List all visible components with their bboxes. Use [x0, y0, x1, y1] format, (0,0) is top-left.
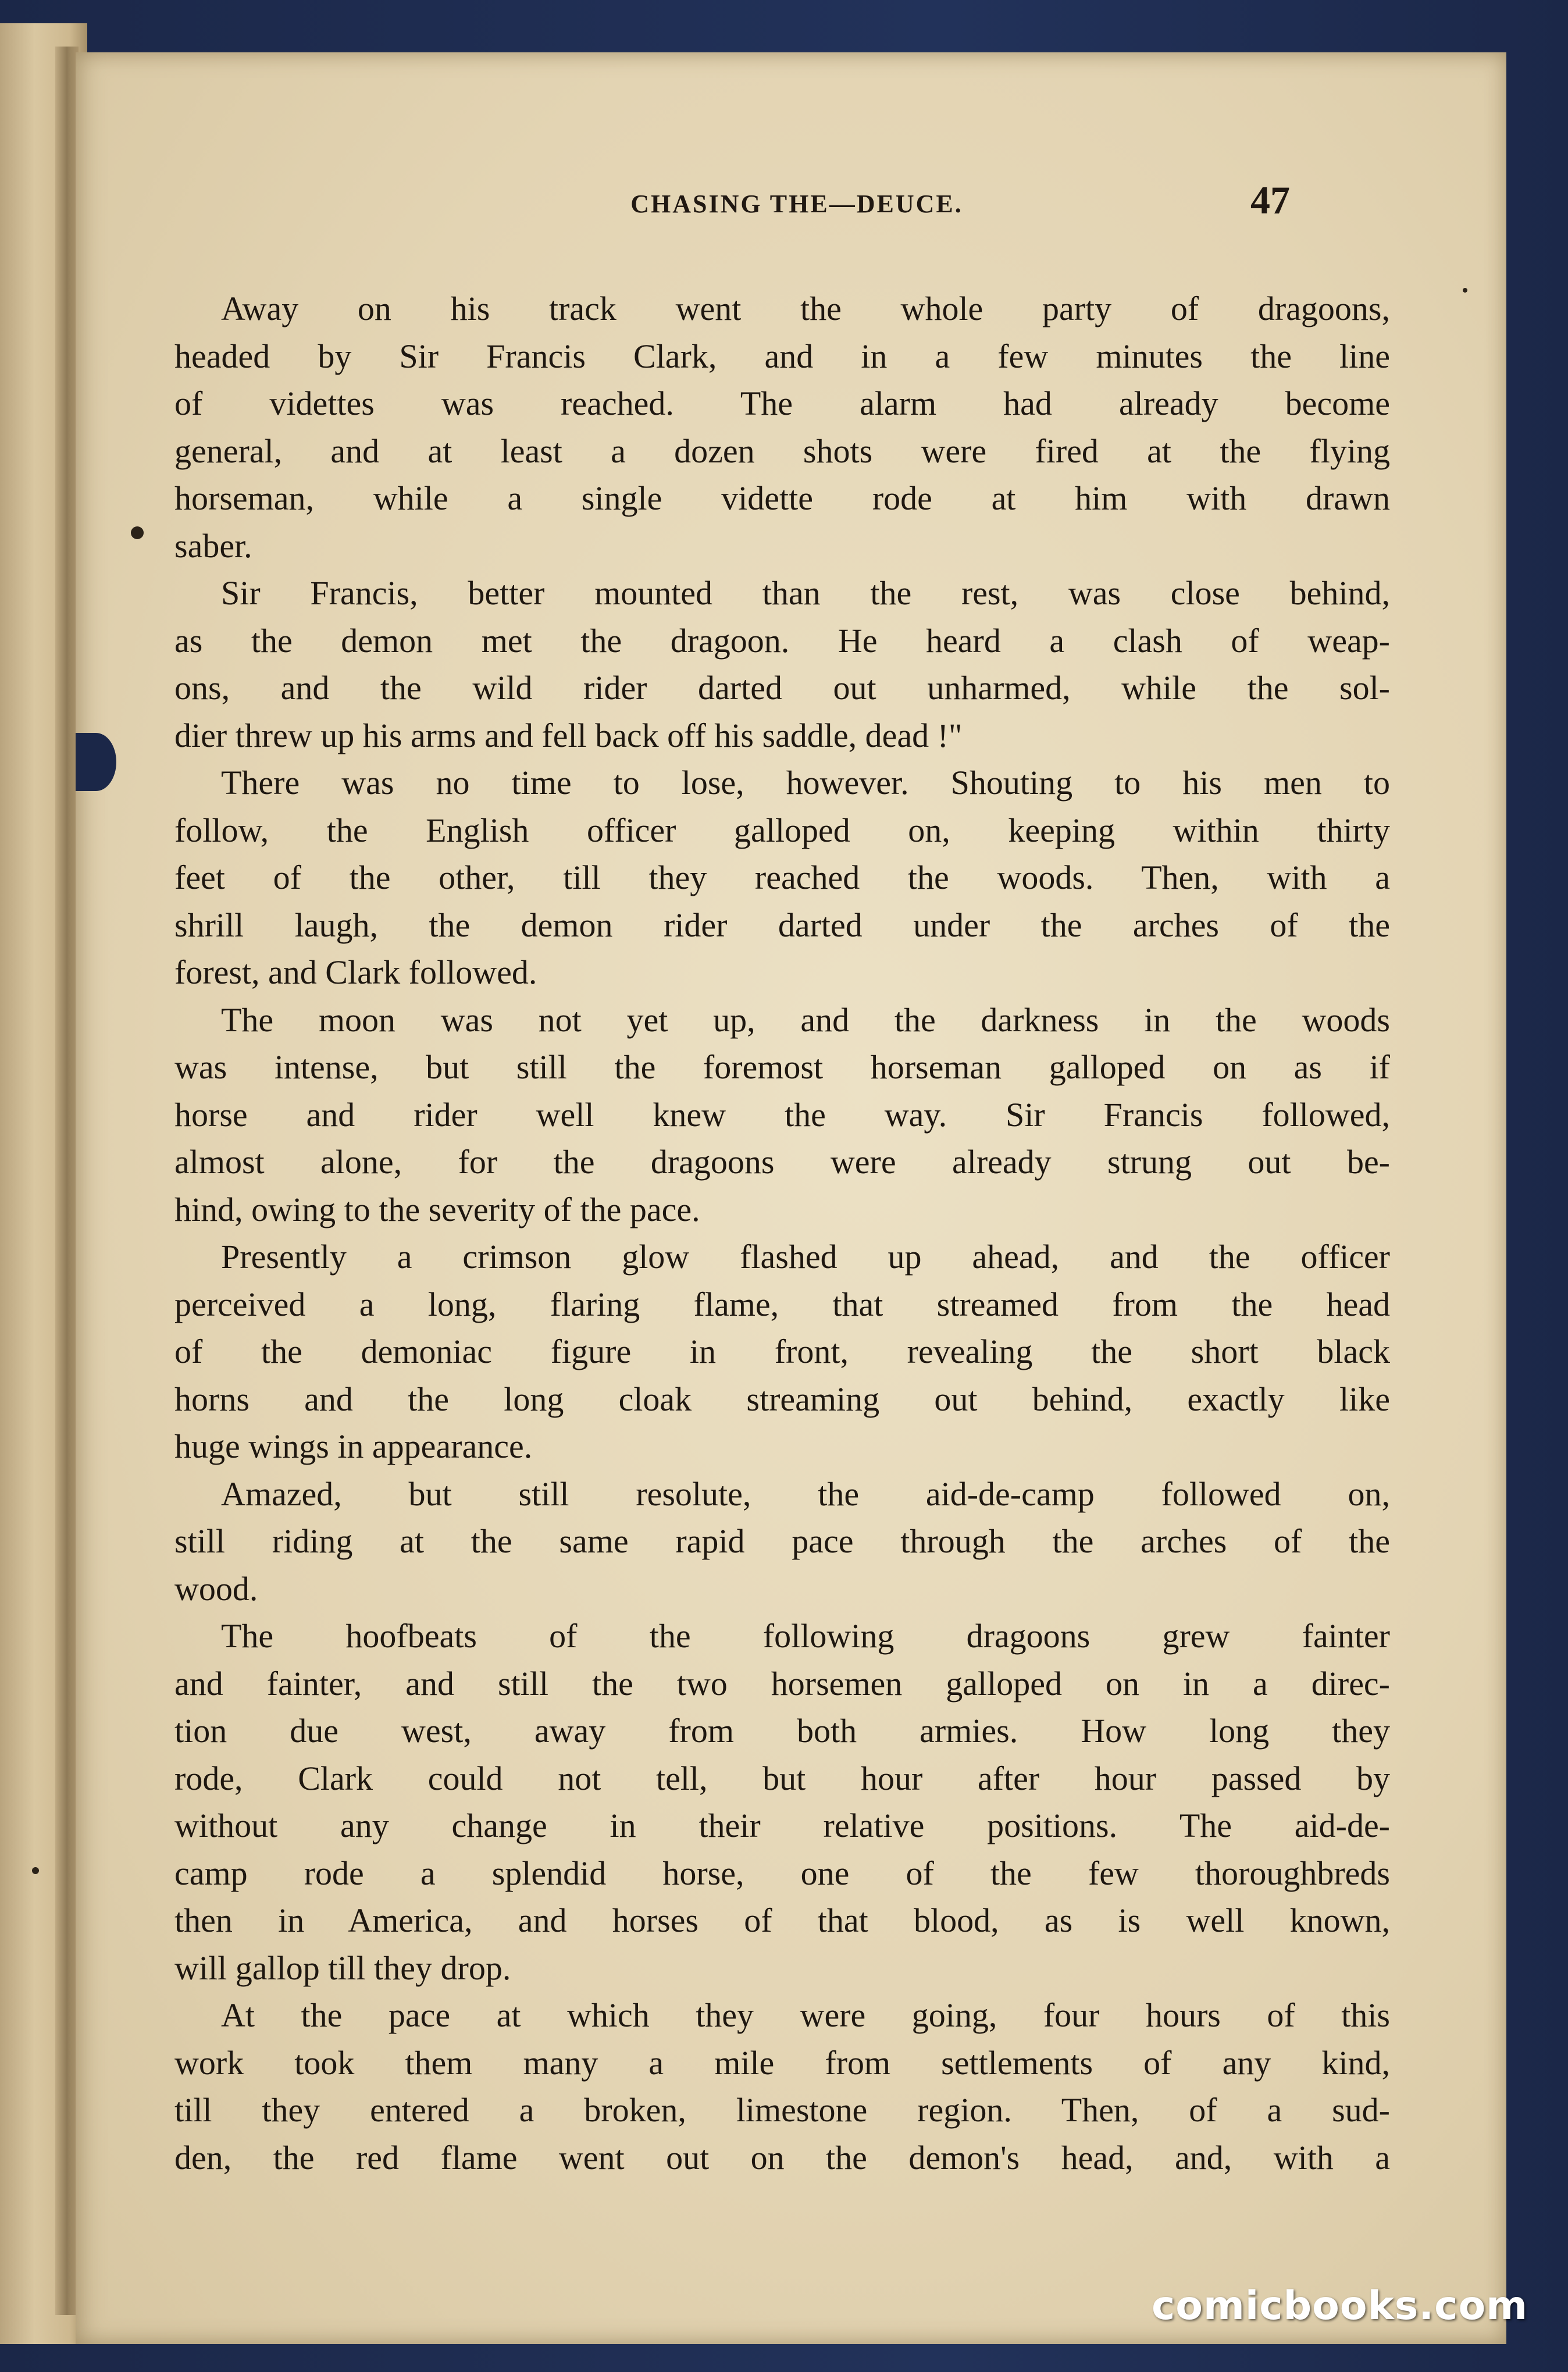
text-line: The hoofbeats of the following dragoons grew fainter	[221, 1617, 1390, 1655]
text-line: without any change in their relative positions. The aid-de-	[174, 1807, 1390, 1844]
text-line: general, and at least a dozen shots were fired at the flying	[174, 432, 1390, 470]
text-line: shrill laugh, the demon rider darted under the arches of the	[174, 906, 1390, 944]
text-line: almost alone, for the dragoons were already strung out be-	[174, 1143, 1390, 1181]
text-line: feet of the other, till they reached the woods. Then, with a	[174, 859, 1390, 896]
text-line: was intense, but still the foremost horseman galloped on as if	[174, 1048, 1390, 1086]
page-number: 47	[1250, 178, 1290, 222]
watermark: comicbooks.com	[1152, 2283, 1528, 2329]
body-text	[174, 285, 1390, 2181]
text-line: then in America, and horses of that blood, as is well known,	[174, 1901, 1390, 1939]
text-line: Amazed, but still resolute, the aid-de-camp followed on,	[221, 1475, 1390, 1513]
text-line: Presently a crimson glow flashed up ahead, and the officer	[221, 1238, 1390, 1276]
book-gutter	[55, 47, 79, 2315]
text-line: saber.	[174, 526, 252, 565]
text-line: den, the red flame went out on the demon's head, and, with a	[174, 2138, 1390, 2177]
text-line: of the demoniac figure in front, revealing the short black	[174, 1333, 1390, 1370]
text-line: of videttes was reached. The alarm had already become	[174, 384, 1390, 422]
text-line: dier threw up his arms and fell back off his saddle, dead !"	[174, 716, 963, 754]
text-line: till they entered a broken, limestone region. Then, of a sud-	[174, 2091, 1390, 2129]
text-line: headed by Sir Francis Clark, and in a few minutes the line	[174, 337, 1390, 375]
text-line: horns and the long cloak streaming out behind, exactly like	[174, 1380, 1390, 1418]
text-line: huge wings in appearance.	[174, 1427, 533, 1465]
running-head: CHASING THE—DEUCE.	[630, 190, 963, 218]
ink-speck	[131, 526, 144, 539]
text-line: perceived a long, flaring flame, that streamed from the head	[174, 1285, 1390, 1323]
text-line: camp rode a splendid horse, one of the few thoroughbreds	[174, 1854, 1390, 1892]
text-line: horse and rider well knew the way. Sir Francis followed,	[174, 1095, 1390, 1134]
text-line: At the pace at which they were going, four hours of this	[221, 1996, 1390, 2034]
text-line: will gallop till they drop.	[174, 1949, 511, 1987]
text-line: Away on his track went the whole party of dragoons,	[221, 290, 1390, 327]
text-line: and fainter, and still the two horsemen galloped on in a direc-	[174, 1664, 1390, 1703]
ink-speck	[32, 1867, 39, 1874]
text-line: forest, and Clark followed.	[174, 953, 537, 991]
text-line: still riding at the same rapid pace through the arches of the	[174, 1522, 1390, 1560]
text-line: follow, the English officer galloped on, keeping within thirty	[174, 811, 1390, 849]
book-page	[76, 52, 1506, 2344]
text-line: Sir Francis, better mounted than the rest, was close behind,	[221, 574, 1390, 612]
text-line: work took them many a mile from settlements of any kind,	[174, 2043, 1390, 2082]
text-line: rode, Clark could not tell, but hour after hour passed by	[174, 1759, 1390, 1797]
text-line: The moon was not yet up, and the darkness in the woods	[221, 1000, 1390, 1039]
text-line: tion due west, away from both armies. How long they	[174, 1712, 1390, 1750]
ink-speck	[1463, 288, 1467, 293]
text-line: ons, and the wild rider darted out unharmed, while the sol-	[174, 669, 1390, 707]
text-line: horseman, while a single vidette rode at him with drawn	[174, 479, 1390, 517]
text-line: wood.	[174, 1569, 258, 1608]
text-line: hind, owing to the severity of the pace.	[174, 1190, 700, 1228]
page-tear	[76, 733, 116, 791]
text-line: There was no time to lose, however. Shouting to his men to	[221, 764, 1390, 802]
text-line: as the demon met the dragoon. He heard a clash of weap-	[174, 621, 1390, 660]
